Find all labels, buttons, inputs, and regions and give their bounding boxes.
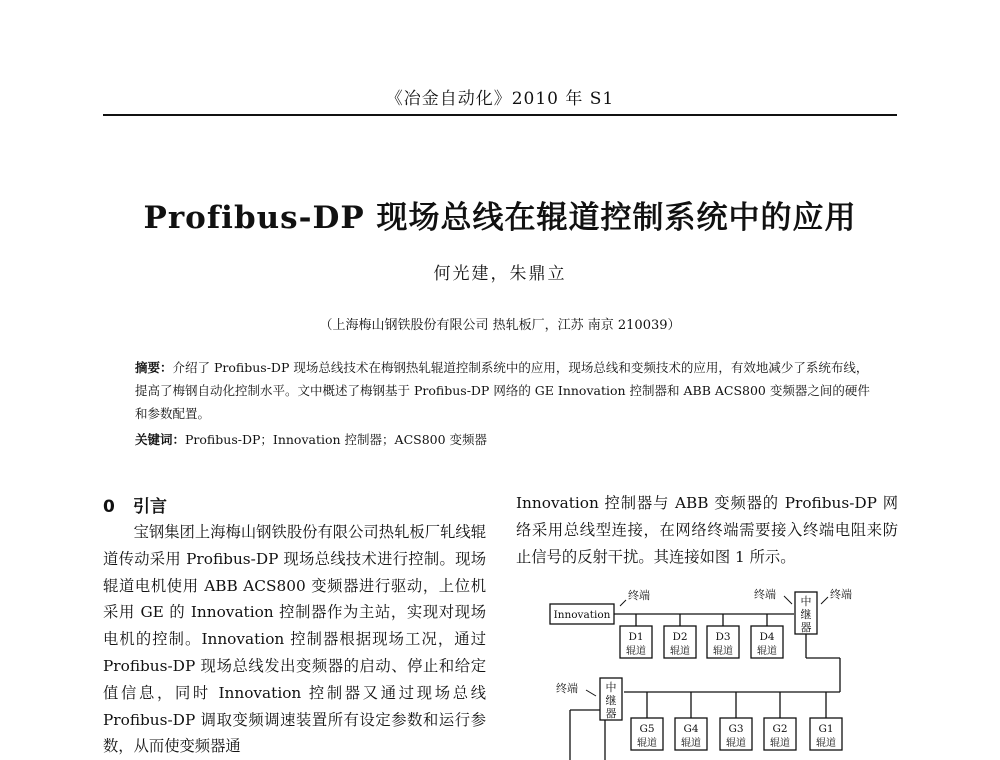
svg-text:辊道: 辊道 [726,738,746,749]
right-paragraph: Innovation 控制器与 ABB 变频器的 Profibus-DP 网络采用总线型连接，在网络终端需要接入终端电阻来防止信号的反射干扰。其连接如图 1 所示。 [516,494,898,566]
terminal-label-r1 [754,587,792,604]
network-diagram [540,582,900,760]
keywords-text: Profibus-DP；Innovation 控制器；ACS800 变频器 [185,432,488,447]
svg-text:G4: G4 [683,723,699,735]
svg-text:辊道: 辊道 [626,646,646,657]
drive-d4 [751,626,783,658]
drive-d2 [664,626,696,658]
right-column [516,490,898,570]
svg-text:继: 继 [605,694,617,707]
svg-text:辊道: 辊道 [770,738,790,749]
section-number: 0 [103,497,115,517]
drive-g1 [810,718,842,750]
svg-text:终端: 终端 [628,589,650,602]
section-heading [103,492,167,517]
drive-g4 [675,718,707,750]
paper-authors: 何光建，朱鼎立 [433,264,567,284]
section-title: 引言 [133,497,167,517]
terminal-label-l2 [556,681,596,696]
svg-text:辊道: 辊道 [757,646,777,657]
abstract [135,356,870,425]
paper-affiliation: （上海梅山钢铁股份有限公司 热轧板厂，江苏 南京 210039） [319,318,681,333]
svg-text:辊道: 辊道 [816,738,836,749]
svg-text:D3: D3 [715,631,731,643]
svg-text:器: 器 [605,707,617,720]
drive-d3 [707,626,739,658]
svg-text:G1: G1 [818,723,834,735]
svg-text:辊道: 辊道 [637,738,657,749]
drive-g2 [764,718,796,750]
svg-text:中: 中 [800,595,812,608]
innovation-controller [550,604,614,624]
svg-text:G5: G5 [639,723,655,735]
svg-text:D2: D2 [672,631,688,643]
terminal-label-r2 [821,587,852,604]
keywords-label: 关键词： [135,432,186,447]
repeater-2 [600,678,622,720]
keywords [135,430,870,448]
drive-g3 [720,718,752,750]
svg-text:终端: 终端 [556,682,578,695]
svg-text:终端: 终端 [754,588,776,601]
svg-text:辊道: 辊道 [670,646,690,657]
left-column [103,519,486,760]
abstract-label: 摘要： [135,360,173,375]
abstract-text: 介绍了 Profibus-DP 现场总线技术在梅钢热轧辊道控制系统中的应用，现场总线和变频技术的应用，有效地减少了系统布线，提高了梅钢自动化控制水平。文中概述了梅钢基于 Profibus-DP 网络的 GE Innovation 控制器和 ABB ACS800 变频器之间的硬件和参数配置。 [135,360,870,421]
drive-g5 [631,718,663,750]
svg-text:G2: G2 [772,723,788,735]
journal-header: 《冶金自动化》2010 年 S1 [385,89,615,109]
svg-text:G3: G3 [728,723,744,735]
paper-title: Profibus-DP 现场总线在辊道控制系统中的应用 [143,200,857,236]
svg-text:器: 器 [800,621,812,634]
controller-label: Innovation [553,609,611,621]
drive-d1 [620,626,652,658]
terminal-label-left [620,588,650,606]
intro-paragraph: 宝钢集团上海梅山钢铁股份有限公司热轧板厂轧线辊道传动采用 Profibus-DP 现场总线技术进行控制。现场辊道电机使用 ABB ACS800 变频器进行驱动，上位机采用 GE 的 Innovation 控制器作为主站，实现对现场电机的控制。Innovation 控制器根据现场工况，通过 Profibus-DP 现场总线发出变频器的启动、停止和给定值信息，同时 Innovation 控制器又通过现场总线 Profibus-DP 调取变频调速装置所有设定参数和运行参数，从而使变频器通 [103,523,486,756]
svg-text:辊道: 辊道 [681,738,701,749]
svg-text:辊道: 辊道 [713,646,733,657]
repeater-1 [795,592,817,634]
header-rule [103,114,897,116]
svg-text:D4: D4 [759,631,775,643]
svg-text:中: 中 [605,681,617,694]
svg-text:终端: 终端 [830,588,852,601]
svg-text:D1: D1 [628,631,644,643]
svg-text:继: 继 [800,608,812,621]
